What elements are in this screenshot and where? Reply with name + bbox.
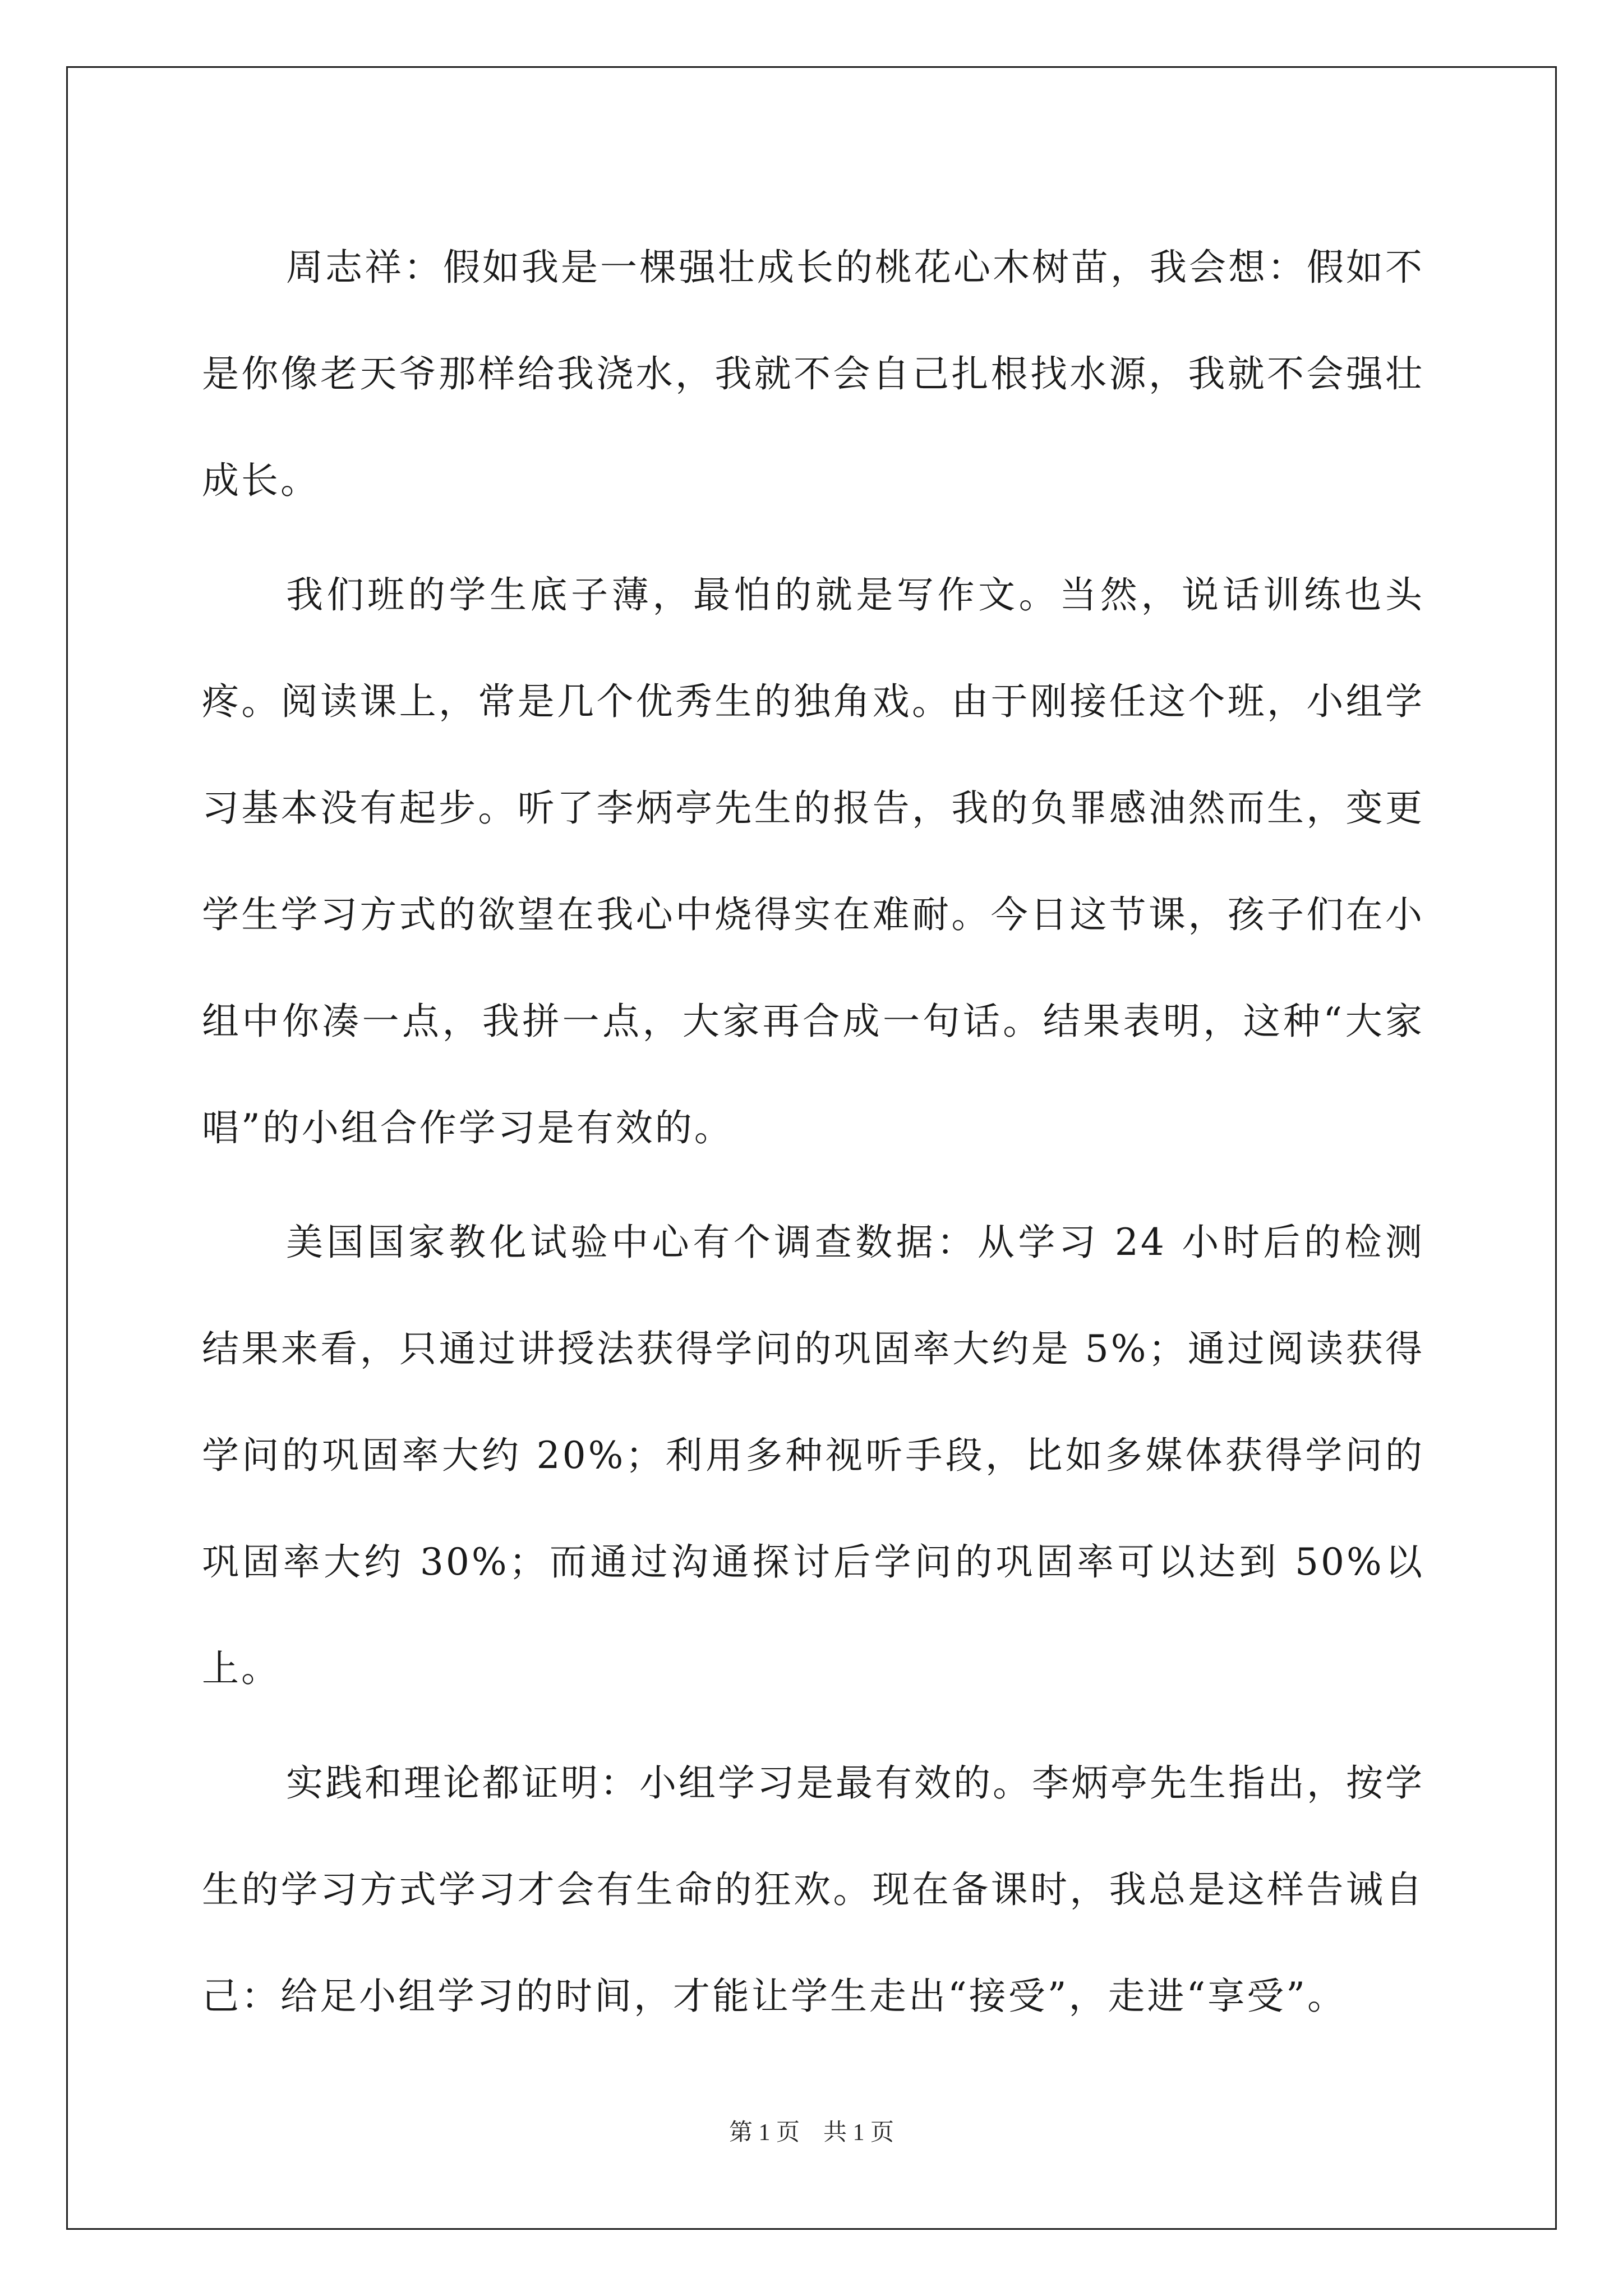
paragraph-4: 实践和理论都证明：小组学习是最有效的。李炳亭先生指出，按学生的学习方式学习才会有生命的狂欢。现在备课时，我总是这样告诫自己：给足小组学习的时间，才能让学生走出“接受”，走进“享受”。 bbox=[202, 1761, 1424, 2018]
paragraph-3: 美国国家教化试验中心有个调查数据：从学习 24 小时后的检测结果来看，只通过讲授法获得学问的巩固率大约是 5%；通过阅读获得学问的巩固率大约 20%；利用多种视听手段，比如多媒体获得学问的巩固率大约 30%；而通过沟通探讨后学问的巩固率可以达到 50%以上。 bbox=[202, 1221, 1424, 1690]
page-number-footer: 第 1 页 共 1 页 bbox=[728, 2120, 894, 2146]
document-body bbox=[202, 214, 1424, 2058]
paragraph-1: 周志祥：假如我是一棵强壮成长的桃花心木树苗，我会想：假如不是你像老天爷那样给我浇水，我就不会自己扎根找水源，我就不会强壮成长。 bbox=[202, 246, 1424, 502]
paragraph-2: 我们班的学生底子薄，最怕的就是写作文。当然，说话训练也头疼。阅读课上，常是几个优秀生的独角戏。由于刚接任这个班，小组学习基本没有起步。听了李炳亭先生的报告，我的负罪感油然而生，变更学生学习方式的欲望在我心中烧得实在难耐。今日这节课，孩子们在小组中你凑一点，我拼一点，大家再合成一句话。结果表明，这种“大家唱”的小组合作学习是有效的。 bbox=[202, 573, 1424, 1149]
